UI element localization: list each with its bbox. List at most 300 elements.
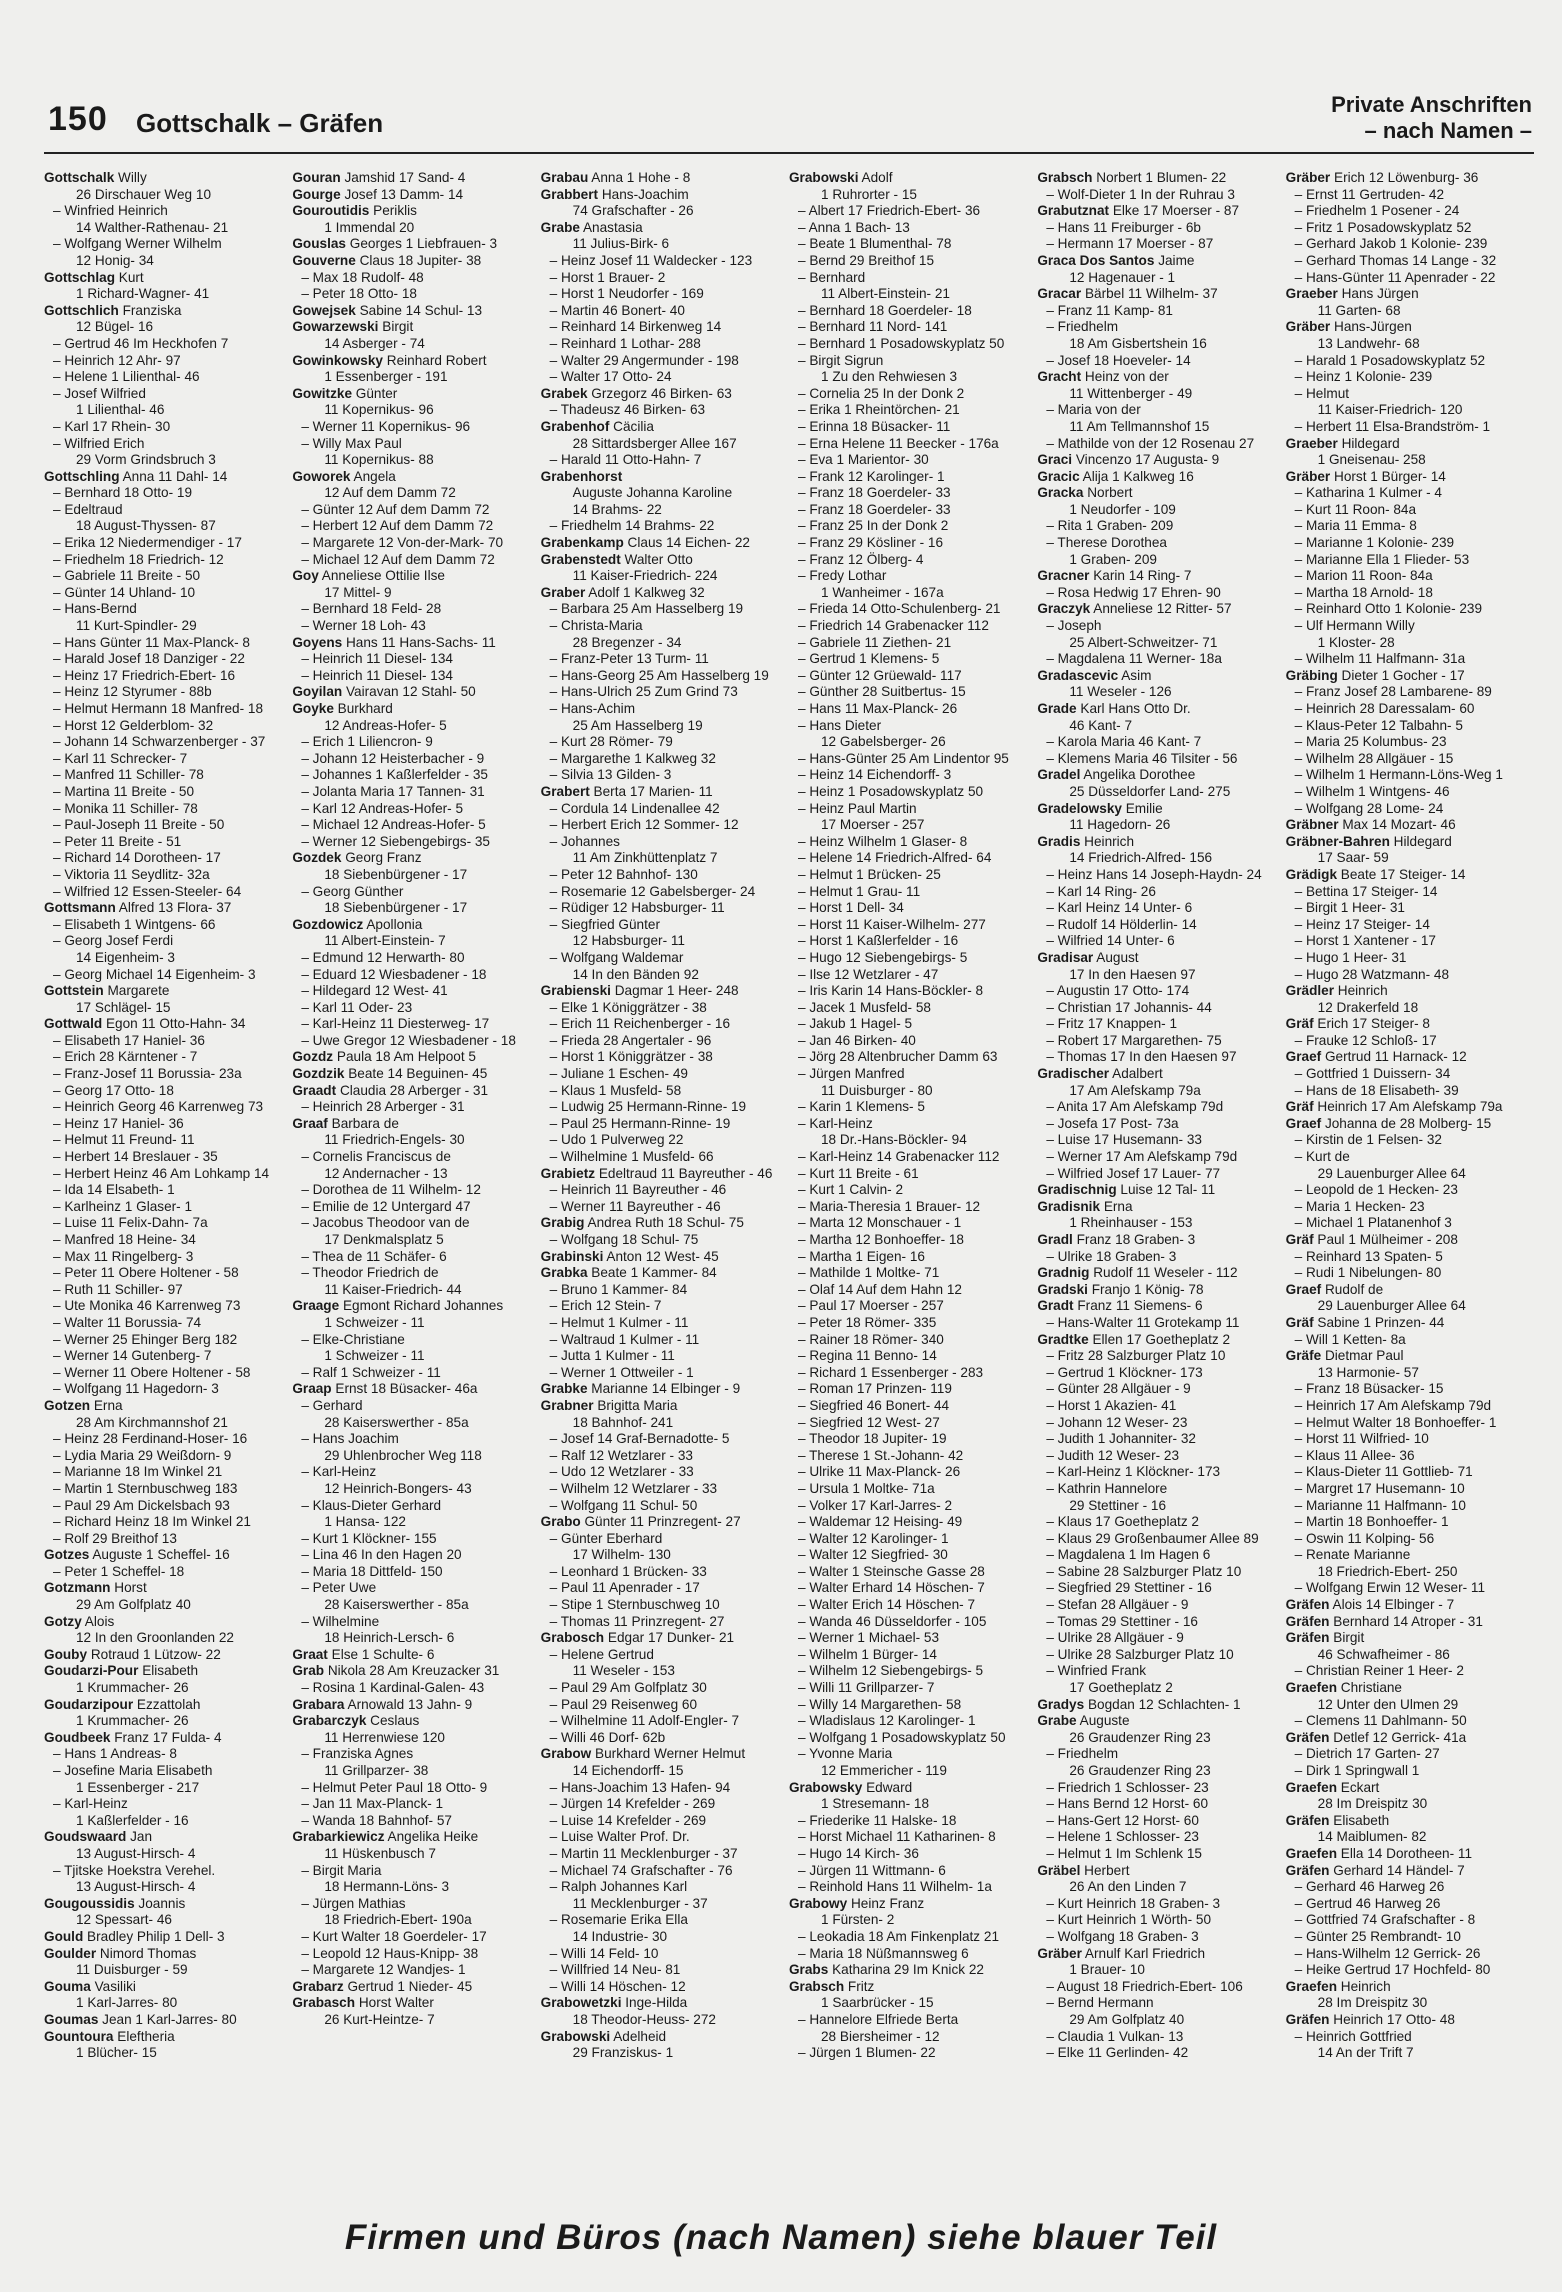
directory-entry xyxy=(541,1746,781,1763)
surname: Grabenhof xyxy=(540,418,610,434)
entry-details: – Herbert 14 Breslauer - 35 xyxy=(53,1149,218,1165)
surname: Gouby xyxy=(44,1646,88,1662)
directory-sub-entry xyxy=(44,917,284,934)
entry-details: – Werner 14 Gutenberg- 7 xyxy=(53,1348,212,1364)
directory-sub-entry xyxy=(1037,1132,1277,1149)
directory-sub-entry xyxy=(541,884,781,901)
directory-sub-entry xyxy=(541,369,781,386)
surname: Gräfen xyxy=(1285,1597,1330,1613)
entry-details: Barbara de xyxy=(331,1115,399,1131)
directory-sub-entry xyxy=(1037,1929,1277,1946)
entry-details: Angelika Heike xyxy=(387,1829,479,1845)
entry-details: – Fritz 17 Knappen- 1 xyxy=(1046,1016,1178,1032)
entry-details: 11 Am Zinkhüttenplatz 7 xyxy=(572,850,718,866)
entry-details: – Hans Dieter xyxy=(797,717,882,733)
surname: Gräfen xyxy=(1285,1812,1330,1828)
footer-note: Firmen und Büros (nach Namen) siehe blauer Teil xyxy=(344,2218,1218,2257)
surname: Gräfe xyxy=(1285,1348,1322,1364)
directory-sub-entry xyxy=(789,1580,1029,1597)
directory-sub-entry xyxy=(44,1099,284,1116)
entry-details: – Volker 17 Karl-Jarres- 2 xyxy=(797,1497,953,1513)
entry-details: Anneliese Ottilie Ilse xyxy=(321,568,445,584)
surname: Gotzmann xyxy=(44,1580,111,1596)
entry-details: – Walter 1 Steinsche Gasse 28 xyxy=(797,1563,985,1579)
surname: Gradnig xyxy=(1037,1265,1090,1281)
directory-sub-entry xyxy=(1037,1398,1277,1415)
directory-sub-entry xyxy=(1037,353,1277,370)
directory-entry-continuation xyxy=(44,1962,284,1979)
entry-details: – Anna 1 Bach- 13 xyxy=(797,219,910,235)
directory-sub-entry xyxy=(1037,1647,1277,1664)
directory-sub-entry xyxy=(44,1066,284,1083)
directory-sub-entry xyxy=(1037,1415,1277,1432)
entry-details: – Erna Helene 11 Beecker - 176a xyxy=(797,435,999,451)
directory-entry-continuation xyxy=(292,1132,532,1149)
entry-details: 17 Am Alefskamp 79a xyxy=(1069,1082,1201,1098)
entry-details: Rudolf 11 Weseler - 112 xyxy=(1093,1265,1238,1281)
directory-entry-continuation xyxy=(44,452,284,469)
directory-sub-entry xyxy=(541,1564,781,1581)
directory-sub-entry xyxy=(541,1730,781,1747)
surname: Graczyk xyxy=(1037,601,1091,617)
directory-sub-entry xyxy=(789,1614,1029,1631)
directory-entry xyxy=(541,1398,781,1415)
entry-details: – Klaus 29 Großenbaumer Allee 89 xyxy=(1046,1530,1259,1546)
directory-entry xyxy=(541,386,781,403)
entry-details: – Friedrich 14 Grabenacker 112 xyxy=(797,618,989,634)
entry-details: – Lina 46 In den Hagen 20 xyxy=(301,1547,462,1563)
directory-sub-entry xyxy=(1286,585,1526,602)
entry-details: – Franz Josef 28 Lambarene- 89 xyxy=(1294,684,1492,700)
entry-details: – Maria 18 Nüßmannsweg 6 xyxy=(797,1945,969,1961)
entry-details: – Werner 25 Ehinger Berg 182 xyxy=(53,1331,238,1347)
entry-details: 28 Kaiserswerther - 85a xyxy=(324,1414,469,1430)
surname: Gougoussidis xyxy=(44,1895,135,1911)
directory-sub-entry xyxy=(541,1232,781,1249)
entry-details: – Robert 17 Margarethen- 75 xyxy=(1046,1032,1222,1048)
directory-entry xyxy=(1037,369,1277,386)
directory-sub-entry xyxy=(292,801,532,818)
directory-sub-entry xyxy=(44,419,284,436)
directory-sub-entry xyxy=(292,552,532,569)
entry-details: – Wolf-Dieter 1 In der Ruhrau 3 xyxy=(1046,186,1235,202)
directory-entry xyxy=(44,1730,284,1747)
entry-details: – Frank 12 Karolinger- 1 xyxy=(797,468,945,484)
directory-sub-entry xyxy=(44,436,284,453)
entry-details: – Tomas 29 Stettiner - 16 xyxy=(1046,1613,1198,1629)
directory-sub-entry xyxy=(541,1962,781,1979)
surname: Gracner xyxy=(1037,568,1090,584)
entry-details: – August 18 Friedrich-Ebert- 106 xyxy=(1046,1978,1243,1994)
directory-sub-entry xyxy=(1286,1514,1526,1531)
directory-sub-entry xyxy=(1286,1547,1526,1564)
directory-sub-entry xyxy=(44,1232,284,1249)
entry-details: – Rosemarie Erika Ella xyxy=(549,1912,688,1928)
entry-details: – Bernd 29 Breithof 15 xyxy=(797,252,935,268)
entry-details: 14 Eigenheim- 3 xyxy=(76,949,175,965)
entry-details: – Hans-Ulrich 25 Zum Grind 73 xyxy=(549,684,738,700)
entry-details: Edeltraud 11 Bayreuther - 46 xyxy=(598,1165,773,1181)
directory-entry-continuation xyxy=(44,2045,284,2062)
entry-details: Gertrud 11 Harnack- 12 xyxy=(1324,1049,1467,1065)
entry-details: – Richard Heinz 18 Im Winkel 21 xyxy=(53,1514,251,1530)
entry-details: – Paul 17 Moerser - 257 xyxy=(797,1298,944,1314)
entry-details: – Luise 14 Krefelder - 269 xyxy=(549,1812,707,1828)
entry-details: Edward xyxy=(866,1779,913,1795)
entry-details: – Therese 1 St.-Johann- 42 xyxy=(797,1447,964,1463)
entry-details: – Dirk 1 Springwall 1 xyxy=(1294,1763,1420,1778)
entry-details: Franziska xyxy=(122,302,182,318)
entry-details: – Siegfried Günter xyxy=(549,916,660,932)
directory-entry-continuation xyxy=(789,1763,1029,1780)
entry-details: 1 Graben- 209 xyxy=(1069,551,1157,567)
directory-sub-entry xyxy=(44,369,284,386)
surname: Goyke xyxy=(292,701,334,716)
directory-sub-entry xyxy=(292,1182,532,1199)
entry-details: – Peter 1 Scheffel- 18 xyxy=(53,1563,185,1579)
entry-details: – Heike Gertrud 17 Hochfeld- 80 xyxy=(1294,1962,1491,1978)
directory-sub-entry xyxy=(541,701,781,718)
entry-details: – Christian Reiner 1 Heer- 2 xyxy=(1294,1663,1464,1679)
surname: Gottstein xyxy=(44,983,104,999)
entry-details: Adolf 1 Kalkweg 32 xyxy=(588,584,705,600)
directory-sub-entry xyxy=(44,1282,284,1299)
directory-entry-continuation xyxy=(541,635,781,652)
directory-sub-entry xyxy=(1286,1182,1526,1199)
directory-sub-entry xyxy=(541,801,781,818)
entry-details: – Ulrike 28 Allgäuer - 9 xyxy=(1046,1630,1184,1646)
directory-sub-entry xyxy=(44,585,284,602)
directory-entry-continuation xyxy=(541,933,781,950)
directory-sub-entry xyxy=(789,1332,1029,1349)
directory-entry xyxy=(44,900,284,917)
entry-details: – Hans-Georg 25 Am Hasselberg 19 xyxy=(549,667,769,683)
directory-entry-continuation xyxy=(789,1083,1029,1100)
directory-sub-entry xyxy=(1037,618,1277,635)
entry-details: – Leokadia 18 Am Finkenplatz 21 xyxy=(797,1928,1000,1944)
directory-sub-entry xyxy=(789,1713,1029,1730)
surname: Goulder xyxy=(44,1945,97,1961)
directory-sub-entry xyxy=(44,1431,284,1448)
entry-details: 1 Stresemann- 18 xyxy=(820,1796,930,1812)
directory-entry xyxy=(789,1962,1029,1979)
directory-sub-entry xyxy=(292,1332,532,1349)
directory-entry-continuation xyxy=(789,2029,1029,2046)
directory-sub-entry xyxy=(541,751,781,768)
entry-details: – Wilhelmine xyxy=(301,1613,380,1629)
directory-sub-entry xyxy=(789,751,1029,768)
directory-entry-continuation xyxy=(292,1763,532,1780)
surname: Grabig xyxy=(540,1215,585,1231)
directory-sub-entry xyxy=(541,1315,781,1332)
entry-details: 11 Albert-Einstein- 21 xyxy=(820,286,950,302)
entry-details: – Heinz 1 Kolonie- 239 xyxy=(1294,369,1433,385)
entry-details: – Lydia Maria 29 Weißdorn- 9 xyxy=(53,1447,232,1463)
directory-sub-entry xyxy=(789,1398,1029,1415)
entry-details: – Helmut 1 Kulmer - 11 xyxy=(549,1314,689,1330)
surname: Graef xyxy=(1285,1281,1322,1297)
directory-sub-entry xyxy=(1037,867,1277,884)
entry-details: Beate 17 Steiger- 14 xyxy=(1340,866,1466,882)
entry-details: – Jacek 1 Musfeld- 58 xyxy=(797,999,931,1015)
directory-entry xyxy=(44,1663,284,1680)
directory-entry-continuation xyxy=(44,518,284,535)
entry-details: – Friedhelm 18 Friedrich- 12 xyxy=(53,551,224,567)
entry-details: Inge-Hilda xyxy=(625,1995,688,2011)
directory-sub-entry xyxy=(541,651,781,668)
entry-details: 18 Siebenbürgener - 17 xyxy=(324,866,468,882)
entry-details: – Harald 1 Posadowskyplatz 52 xyxy=(1294,352,1486,368)
directory-sub-entry xyxy=(789,1929,1029,1946)
directory-entry xyxy=(292,1083,532,1100)
entry-details: Anastasia xyxy=(582,219,643,235)
directory-entry-continuation xyxy=(541,436,781,453)
directory-sub-entry xyxy=(1286,552,1526,569)
directory-entry-continuation xyxy=(292,452,532,469)
directory-entry xyxy=(541,419,781,436)
directory-entry-continuation xyxy=(292,1630,532,1647)
directory-entry xyxy=(1286,1348,1526,1365)
entry-details: – Willi 14 Feld- 10 xyxy=(549,1945,659,1961)
directory-sub-entry xyxy=(789,402,1029,419)
directory-sub-entry xyxy=(1037,1597,1277,1614)
entry-details: – Heinrich 17 Am Alefskamp 79d xyxy=(1294,1397,1492,1413)
directory-entry-continuation xyxy=(1286,303,1526,320)
section-title-line-2: – nach Namen – xyxy=(1364,118,1532,143)
directory-sub-entry xyxy=(292,1580,532,1597)
entry-details: – Karola Maria 46 Kant- 7 xyxy=(1046,734,1202,750)
entry-details: 26 An den Linden 7 xyxy=(1069,1879,1187,1895)
entry-details: – Ulrike 18 Graben- 3 xyxy=(1046,1248,1177,1264)
entry-details: – Hans-Achim xyxy=(549,701,636,716)
entry-details: – Harald Josef 18 Danziger - 22 xyxy=(53,651,245,667)
surname: Grabek xyxy=(540,385,588,401)
directory-column xyxy=(1286,170,1534,2160)
entry-details: – Richard 1 Essenberger - 283 xyxy=(797,1364,984,1380)
directory-sub-entry xyxy=(789,1813,1029,1830)
entry-details: Willy xyxy=(118,170,147,185)
entry-details: Norbert xyxy=(1087,485,1133,501)
entry-details: – Gertrud 46 Harweg 26 xyxy=(1294,1895,1441,1911)
directory-entry-continuation xyxy=(1037,1215,1277,1232)
directory-sub-entry xyxy=(1286,1431,1526,1448)
directory-entry xyxy=(1286,668,1526,685)
entry-details: – Jürgen 1 Blumen- 22 xyxy=(797,2045,936,2061)
surname: Grabienski xyxy=(540,983,611,999)
entry-details: – Helmut 1 Grau- 11 xyxy=(797,883,921,899)
surname: Goyilan xyxy=(292,684,343,700)
directory-entry xyxy=(1286,436,1526,453)
entry-details: – Friedhelm xyxy=(1046,1746,1119,1762)
directory-sub-entry xyxy=(1286,1946,1526,1963)
directory-sub-entry xyxy=(292,1896,532,1913)
entry-details: – Hans 1 Andreas- 8 xyxy=(53,1746,177,1762)
directory-entry-continuation xyxy=(44,1713,284,1730)
directory-entry xyxy=(1037,1265,1277,1282)
entry-details: – Rosina 1 Kardinal-Galen- 43 xyxy=(301,1680,485,1696)
directory-entry-continuation xyxy=(789,286,1029,303)
entry-details: – Walter 29 Angermunder - 198 xyxy=(549,352,739,368)
entry-details: Marianne 14 Elbinger - 9 xyxy=(591,1381,741,1397)
directory-entry-continuation xyxy=(292,718,532,735)
directory-sub-entry xyxy=(789,1547,1029,1564)
entry-details: – Marianne Ella 1 Flieder- 53 xyxy=(1294,551,1470,567)
directory-sub-entry xyxy=(1286,1132,1526,1149)
entry-details: – Gabriele 11 Ziethen- 21 xyxy=(797,634,952,650)
surname: Gowejsek xyxy=(292,302,356,318)
entry-details: Rotraud 1 Lützow- 22 xyxy=(90,1646,221,1662)
directory-entry-continuation xyxy=(44,1813,284,1830)
entry-details: Alija 1 Kalkweg 16 xyxy=(1082,468,1194,484)
entry-details: – Max 18 Rudolf- 48 xyxy=(301,269,424,285)
directory-sub-entry xyxy=(44,601,284,618)
directory-sub-entry xyxy=(789,983,1029,1000)
entry-details: – Franz 12 Ölberg- 4 xyxy=(797,551,924,567)
entry-details: – Peter 12 Bahnhof- 130 xyxy=(549,866,698,882)
entry-details: 12 Emmericher - 119 xyxy=(820,1763,947,1778)
entry-details: Horst Walter xyxy=(358,1995,434,2011)
directory-sub-entry xyxy=(789,469,1029,486)
entry-details: 17 Saar- 59 xyxy=(1317,850,1389,866)
entry-details: – Beate 1 Blumenthal- 78 xyxy=(797,236,952,252)
directory-sub-entry xyxy=(1037,402,1277,419)
entry-details: Joannis xyxy=(138,1895,186,1911)
directory-sub-entry xyxy=(44,1464,284,1481)
directory-sub-entry xyxy=(292,1962,532,1979)
entry-details: Burkhard Werner Helmut xyxy=(595,1746,746,1762)
entry-details: – Hans-Günter 25 Am Lindentor 95 xyxy=(797,750,1009,766)
entry-details: – Bernhard xyxy=(797,269,866,285)
entry-details: – Reinhard Otto 1 Kolonie- 239 xyxy=(1294,601,1483,617)
directory-entry-continuation xyxy=(1037,635,1277,652)
entry-details: – Wanda 46 Düsseldorfer - 105 xyxy=(797,1613,987,1629)
entry-details: – Werner 12 Siebengebirgs- 35 xyxy=(301,833,490,849)
directory-sub-entry xyxy=(541,1033,781,1050)
surname: Grabarz xyxy=(292,1978,344,1994)
directory-sub-entry xyxy=(789,502,1029,519)
directory-sub-entry xyxy=(1286,369,1526,386)
entry-details: – Horst 1 Königgrätzer - 38 xyxy=(549,1049,713,1065)
entry-details: – Jörg 28 Altenbrucher Damm 63 xyxy=(797,1049,998,1065)
entry-details: 12 Habsburger- 11 xyxy=(572,933,685,949)
entry-details: – Herbert Heinz 46 Am Lohkamp 14 xyxy=(53,1165,270,1181)
entry-details: Vasiliki xyxy=(94,1978,136,1994)
entry-details: – Martha 1 Eigen- 16 xyxy=(797,1248,925,1264)
entry-details: – Willfried 14 Neu- 81 xyxy=(549,1962,681,1978)
entry-details: Anna 1 Hohe - 8 xyxy=(591,170,691,185)
entry-details: – Tjitske Hoekstra Verehel. xyxy=(53,1862,216,1878)
directory-sub-entry xyxy=(44,635,284,652)
directory-entry-continuation xyxy=(292,1415,532,1432)
entry-details: – Peter 18 Otto- 18 xyxy=(301,286,417,302)
directory-sub-entry xyxy=(44,1863,284,1880)
entry-details: 26 Kurt-Heintze- 7 xyxy=(324,2011,435,2027)
directory-sub-entry xyxy=(789,1000,1029,1017)
directory-sub-entry xyxy=(292,1265,532,1282)
directory-sub-entry xyxy=(789,1016,1029,1033)
entry-details: – Friedrich 1 Schlosser- 23 xyxy=(1046,1779,1209,1795)
entry-details: Franz 11 Siemens- 6 xyxy=(1077,1298,1203,1314)
directory-sub-entry xyxy=(789,1149,1029,1166)
directory-sub-entry xyxy=(541,303,781,320)
directory-sub-entry xyxy=(44,336,284,353)
entry-details: – Günter 14 Uhland- 10 xyxy=(53,584,196,600)
directory-entry xyxy=(1286,1780,1526,1797)
directory-entry xyxy=(1286,286,1526,303)
directory-entry xyxy=(292,684,532,701)
entry-details: – Franz 18 Goerdeler- 33 xyxy=(797,485,951,501)
directory-sub-entry xyxy=(541,1879,781,1896)
directory-entry xyxy=(292,635,532,652)
entry-details: – Erich 1 Liliencron- 9 xyxy=(301,734,433,750)
directory-entry-continuation xyxy=(1037,784,1277,801)
entry-details: Vincenzo 17 Augusta- 9 xyxy=(1075,452,1220,468)
entry-details: – Klaus-Peter 12 Talbahn- 5 xyxy=(1294,717,1463,733)
directory-sub-entry xyxy=(292,1431,532,1448)
entry-details: – Ralf 12 Wetzlarer - 33 xyxy=(549,1447,693,1463)
entry-details: – Hans-Walter 11 Grotekamp 11 xyxy=(1046,1314,1240,1330)
directory-sub-entry xyxy=(541,1796,781,1813)
directory-entry-continuation xyxy=(789,585,1029,602)
entry-details: – Michael 12 Auf dem Damm 72 xyxy=(301,551,495,567)
directory-sub-entry xyxy=(789,1564,1029,1581)
directory-sub-entry xyxy=(1286,236,1526,253)
directory-entry-continuation xyxy=(44,220,284,237)
entry-details: – Luise Walter Prof. Dr. xyxy=(549,1829,690,1845)
entry-details: Ella 14 Dorotheen- 11 xyxy=(1340,1845,1473,1861)
surname: Gräf xyxy=(1285,1099,1314,1115)
directory-sub-entry xyxy=(789,1049,1029,1066)
entry-details: – Josef 14 Graf-Bernadotte- 5 xyxy=(549,1431,730,1447)
directory-entry xyxy=(1286,867,1526,884)
directory-sub-entry xyxy=(541,834,781,851)
directory-entry-continuation xyxy=(541,718,781,735)
directory-entry-continuation xyxy=(44,1912,284,1929)
entry-details: 11 Weseler - 126 xyxy=(1069,684,1172,700)
entry-details: – Kurt 1 Klöckner- 155 xyxy=(301,1530,437,1546)
directory-sub-entry xyxy=(1286,1448,1526,1465)
entry-details: – Gabriele 11 Breite - 50 xyxy=(53,568,201,584)
directory-entry-continuation xyxy=(1037,1680,1277,1697)
directory-entry-continuation xyxy=(541,1896,781,1913)
entry-details: – Clemens 11 Dahlmann- 50 xyxy=(1294,1713,1467,1729)
directory-sub-entry xyxy=(1037,1033,1277,1050)
directory-sub-entry xyxy=(1037,1464,1277,1481)
directory-entry-continuation xyxy=(1037,270,1277,287)
directory-entry xyxy=(541,1514,781,1531)
directory-sub-entry xyxy=(1286,601,1526,618)
entry-details: – Heinz 1 Posadowskyplatz 50 xyxy=(797,783,984,799)
entry-details: 12 Spessart- 46 xyxy=(76,1912,172,1928)
directory-sub-entry xyxy=(1037,187,1277,204)
entry-details: – Hans 11 Max-Planck- 26 xyxy=(797,701,958,716)
entry-details: – Gerhard Jakob 1 Kolonie- 239 xyxy=(1294,236,1488,252)
entry-details: 12 Andreas-Hofer- 5 xyxy=(324,717,447,733)
entry-details: 14 Friedrich-Alfred- 156 xyxy=(1069,850,1213,866)
directory-column xyxy=(1037,170,1285,2160)
entry-details: – Jürgen Mathias xyxy=(301,1895,406,1911)
directory-entry xyxy=(292,1829,532,1846)
entry-details: – Georg Josef Ferdi xyxy=(53,933,174,949)
entry-details: 1 Rheinhauser - 153 xyxy=(1069,1215,1193,1231)
entry-details: – Gerhard Thomas 14 Lange - 32 xyxy=(1294,252,1497,268)
entry-details: – Reinhard 1 Lothar- 288 xyxy=(549,335,701,351)
entry-details: 12 Drakerfeld 18 xyxy=(1317,999,1419,1015)
entry-details: 1 Essenberger - 191 xyxy=(324,369,448,385)
entry-details: – Reinhard 13 Spaten- 5 xyxy=(1294,1248,1443,1264)
directory-entry-continuation xyxy=(44,1415,284,1432)
entry-details: 29 Stettiner - 16 xyxy=(1069,1497,1167,1513)
